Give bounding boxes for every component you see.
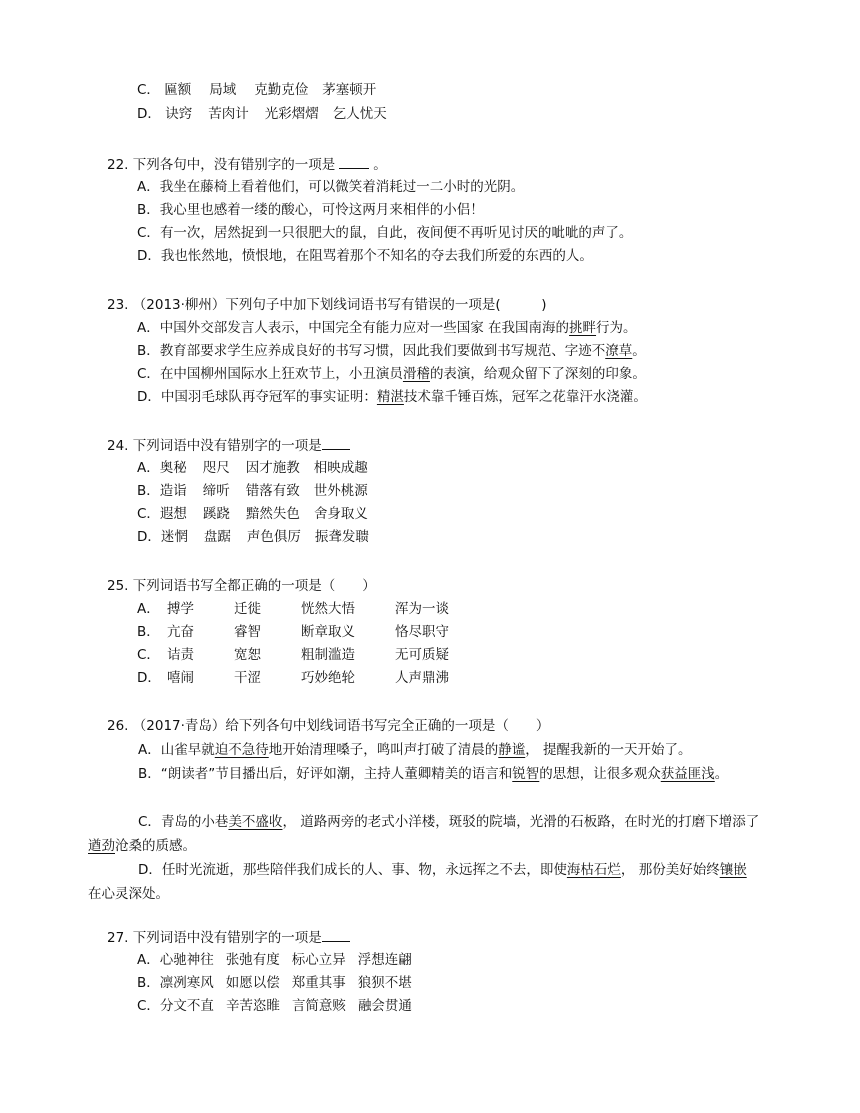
question-number: 25. — [107, 578, 129, 594]
word: 张弛有度 — [225, 952, 280, 968]
q22-option-c — [137, 223, 632, 243]
underlined-word: 镶嵌 — [719, 862, 747, 878]
question-number: 23. — [107, 297, 129, 313]
word: 宽恕 — [234, 647, 261, 663]
word: 相映成趣 — [313, 460, 368, 476]
word: 融会贯通 — [357, 998, 412, 1014]
word: 嘻闹 — [167, 670, 194, 686]
q27-option-c — [137, 996, 412, 1016]
option-text: 沧桑的质感。 — [115, 838, 196, 854]
option-text: ， 道路两旁的老式小洋楼，斑驳的院墙，光滑的石板路，在时光的打磨下增添了 — [282, 814, 760, 830]
question-text: 下列各句中，没有错别字的一项是 — [132, 157, 336, 173]
word: 郑重其事 — [291, 975, 346, 991]
option-text: 青岛的小巷 — [160, 814, 229, 830]
option-text: 我坐在藤椅上看着他们，可以微笑着消耗过一二小时的光阴。 — [159, 179, 525, 195]
word: 巧妙绝轮 — [301, 670, 355, 686]
option-text: 。 — [632, 343, 646, 359]
option-text: 在心灵深处。 — [88, 886, 169, 902]
q23-option-c — [137, 364, 646, 384]
option-label: A． — [137, 460, 160, 476]
option-label: A． — [137, 952, 160, 968]
question-number: 26. — [107, 718, 129, 734]
option-text: 行为。 — [596, 320, 637, 336]
q27-option-a — [137, 950, 412, 970]
q25-stem — [107, 576, 376, 596]
word: 因才施教 — [245, 460, 300, 476]
q26-option-c — [88, 810, 760, 858]
option-text: 中国外交部发言人表示，中国完全有能力应对一些国家 在我国南海的 — [159, 320, 570, 336]
option-text: 在中国柳州国际水上狂欢节上，小丑演员 — [159, 366, 403, 382]
option-label: D． — [137, 670, 161, 686]
underlined-word: 获益匪浅 — [660, 766, 715, 782]
q23-option-b — [137, 341, 646, 361]
option-label: C． — [137, 225, 160, 241]
q24-option-c — [137, 504, 368, 524]
option-label: A． — [137, 320, 160, 336]
underlined-word: 美不盛收 — [228, 814, 283, 830]
answer-blank — [322, 435, 350, 450]
option-label: A． — [137, 179, 160, 195]
q27-stem — [107, 927, 354, 948]
option-text: “朗读者”节目播出后，好评如潮，主持人董卿精美的语言和 — [160, 766, 513, 782]
word: 盘踞 — [203, 529, 231, 545]
word: 诘责 — [167, 647, 194, 663]
word: 凛冽寒风 — [159, 975, 214, 991]
word: 匾额 — [164, 82, 192, 98]
option-text: 技术靠千锤百炼，冠军之花靠汗水浇灌。 — [403, 389, 647, 405]
option-label: B． — [137, 483, 160, 499]
option-label: A． — [138, 742, 161, 758]
word: 人声鼎沸 — [395, 670, 449, 686]
word: 标心立异 — [291, 952, 346, 968]
word: 振聋发聩 — [314, 529, 369, 545]
word: 奥秘 — [159, 460, 187, 476]
word: 断章取义 — [301, 624, 355, 640]
word: 亢奋 — [167, 624, 194, 640]
option-label: D． — [137, 248, 161, 264]
underlined-word: 滑稽 — [402, 366, 430, 382]
word: 无可质疑 — [395, 647, 449, 663]
q27-option-b — [137, 973, 412, 993]
q21-option-d — [137, 104, 387, 124]
word: 苦肉计 — [208, 106, 249, 122]
word: 迁徙 — [234, 601, 261, 617]
question-number: 27. — [107, 930, 129, 946]
q23-stem — [107, 295, 546, 315]
option-label: C． — [137, 998, 160, 1014]
word: 分文不直 — [159, 998, 214, 1014]
word: 搏学 — [167, 601, 194, 617]
q21-option-c — [137, 80, 376, 100]
question-text-end: 。 — [373, 157, 387, 173]
option-label: D． — [137, 106, 161, 122]
underlined-word: 挑畔 — [569, 320, 597, 336]
word: 造诣 — [159, 483, 187, 499]
word: 茅塞顿开 — [322, 82, 377, 98]
option-text: 有一次，居然捉到一只很肥大的鼠，自此，夜间便不再听见讨厌的呲呲的声了。 — [159, 225, 633, 241]
option-label: A． — [137, 601, 160, 617]
word: 蹊跷 — [202, 506, 230, 522]
option-text: 山雀早就 — [160, 742, 215, 758]
word: 粗制滥造 — [301, 647, 355, 663]
word: 缔听 — [202, 483, 230, 499]
word: 浮想连翩 — [357, 952, 412, 968]
option-label: D． — [137, 529, 161, 545]
option-text: 。 — [714, 766, 729, 782]
option-label: B． — [137, 624, 160, 640]
option-label: C． — [137, 506, 160, 522]
q22-option-d — [137, 246, 593, 266]
underlined-word: 迫不急待 — [214, 742, 269, 758]
option-text: ， 提醒我新的一天开始了。 — [525, 742, 692, 758]
word: 咫尺 — [202, 460, 230, 476]
question-text: （2013·柳州）下列句子中加下划线词语书写有错误的一项是( ) — [132, 297, 547, 313]
option-label: B． — [137, 343, 160, 359]
question-text: 下列词语中没有错别字的一项是 — [132, 930, 322, 946]
q24-option-a — [137, 458, 368, 478]
underlined-word: 潦草 — [605, 343, 633, 359]
option-label: C． — [137, 82, 160, 98]
option-label: C． — [138, 814, 161, 830]
option-text: 我心里也感着一缕的酸心，可怜这两月来相伴的小侣！ — [159, 202, 484, 218]
word: 克勤克俭 — [254, 82, 309, 98]
word: 黯然失色 — [245, 506, 300, 522]
option-label: B． — [137, 975, 160, 991]
word: 心驰神往 — [159, 952, 214, 968]
underlined-word: 静谧 — [498, 742, 526, 758]
option-label: C． — [137, 647, 160, 663]
word: 乞人忧天 — [332, 106, 387, 122]
answer-blank — [322, 927, 350, 942]
option-text: 的表演，给观众留下了深刻的印象。 — [429, 366, 646, 382]
word: 世外桃源 — [313, 483, 368, 499]
q25-option-d — [137, 668, 449, 688]
word: 迷惘 — [160, 529, 188, 545]
q23-option-a — [137, 318, 637, 338]
option-text: 中国羽毛球队再夺冠军的事实证明： — [160, 389, 377, 405]
option-label: D． — [138, 862, 162, 878]
q24-option-b — [137, 481, 368, 501]
option-text: 我也怅然地，愤恨地，在阻骂着那个不知名的夺去我们所爱的东西的人。 — [160, 248, 593, 264]
underlined-word: 海枯石烂 — [566, 862, 621, 878]
underlined-word: 锐智 — [512, 766, 540, 782]
word: 睿智 — [234, 624, 261, 640]
word: 错落有致 — [245, 483, 300, 499]
q26-option-b — [88, 762, 760, 786]
q24-stem — [107, 435, 354, 456]
q25-option-a — [137, 599, 449, 619]
option-text: 地开始清理嗓子，鸣叫声打破了清晨的 — [268, 742, 499, 758]
word: 干涩 — [234, 670, 261, 686]
q22-stem — [107, 154, 387, 175]
word: 舍身取义 — [313, 506, 368, 522]
question-number: 22. — [107, 157, 129, 173]
question-text: 下列词语书写全都正确的一项是（ ） — [132, 578, 376, 594]
option-label: D． — [137, 389, 161, 405]
word: 浑为一谈 — [395, 601, 449, 617]
option-label: C． — [137, 366, 160, 382]
option-text: 任时光流逝，那些陪伴我们成长的人、事、物，永远挥之不去，即使 — [161, 862, 567, 878]
word: 光彩熠熠 — [264, 106, 319, 122]
option-text: ， 那份美好始终 — [620, 862, 720, 878]
question-number: 24. — [107, 438, 129, 454]
word: 言简意赅 — [291, 998, 346, 1014]
word: 诀窍 — [165, 106, 193, 122]
q26-option-d — [88, 858, 760, 906]
option-text: 的思想，让很多观众 — [539, 766, 661, 782]
option-label: B． — [137, 202, 160, 218]
word: 恍然大悟 — [301, 601, 355, 617]
q25-option-c — [137, 645, 449, 665]
q25-option-b — [137, 622, 449, 642]
option-label: B． — [138, 766, 161, 782]
word: 声色俱厉 — [246, 529, 301, 545]
question-text: 下列词语中没有错别字的一项是 — [132, 438, 322, 454]
question-text: （2017·青岛）给下列各句中划线词语书写完全正确的一项是（ ） — [132, 718, 550, 734]
q26-stem — [107, 716, 549, 736]
word: 遐想 — [159, 506, 187, 522]
underlined-word: 精湛 — [376, 389, 404, 405]
q23-option-d — [137, 387, 647, 407]
underlined-word: 遒劲 — [88, 838, 115, 854]
word: 狼狈不堪 — [357, 975, 412, 991]
word: 局域 — [209, 82, 237, 98]
word: 辛苦恣睢 — [225, 998, 280, 1014]
option-text: 教育部要求学生应养成良好的书写习惯，因此我们要做到书写规范、字迹不 — [159, 343, 606, 359]
q26-option-a — [88, 738, 760, 762]
q24-option-d — [137, 527, 369, 547]
word: 如愿以偿 — [225, 975, 280, 991]
word: 恪尽职守 — [395, 624, 449, 640]
answer-blank — [339, 154, 369, 169]
q22-option-a — [137, 177, 524, 197]
q22-option-b — [137, 200, 484, 220]
